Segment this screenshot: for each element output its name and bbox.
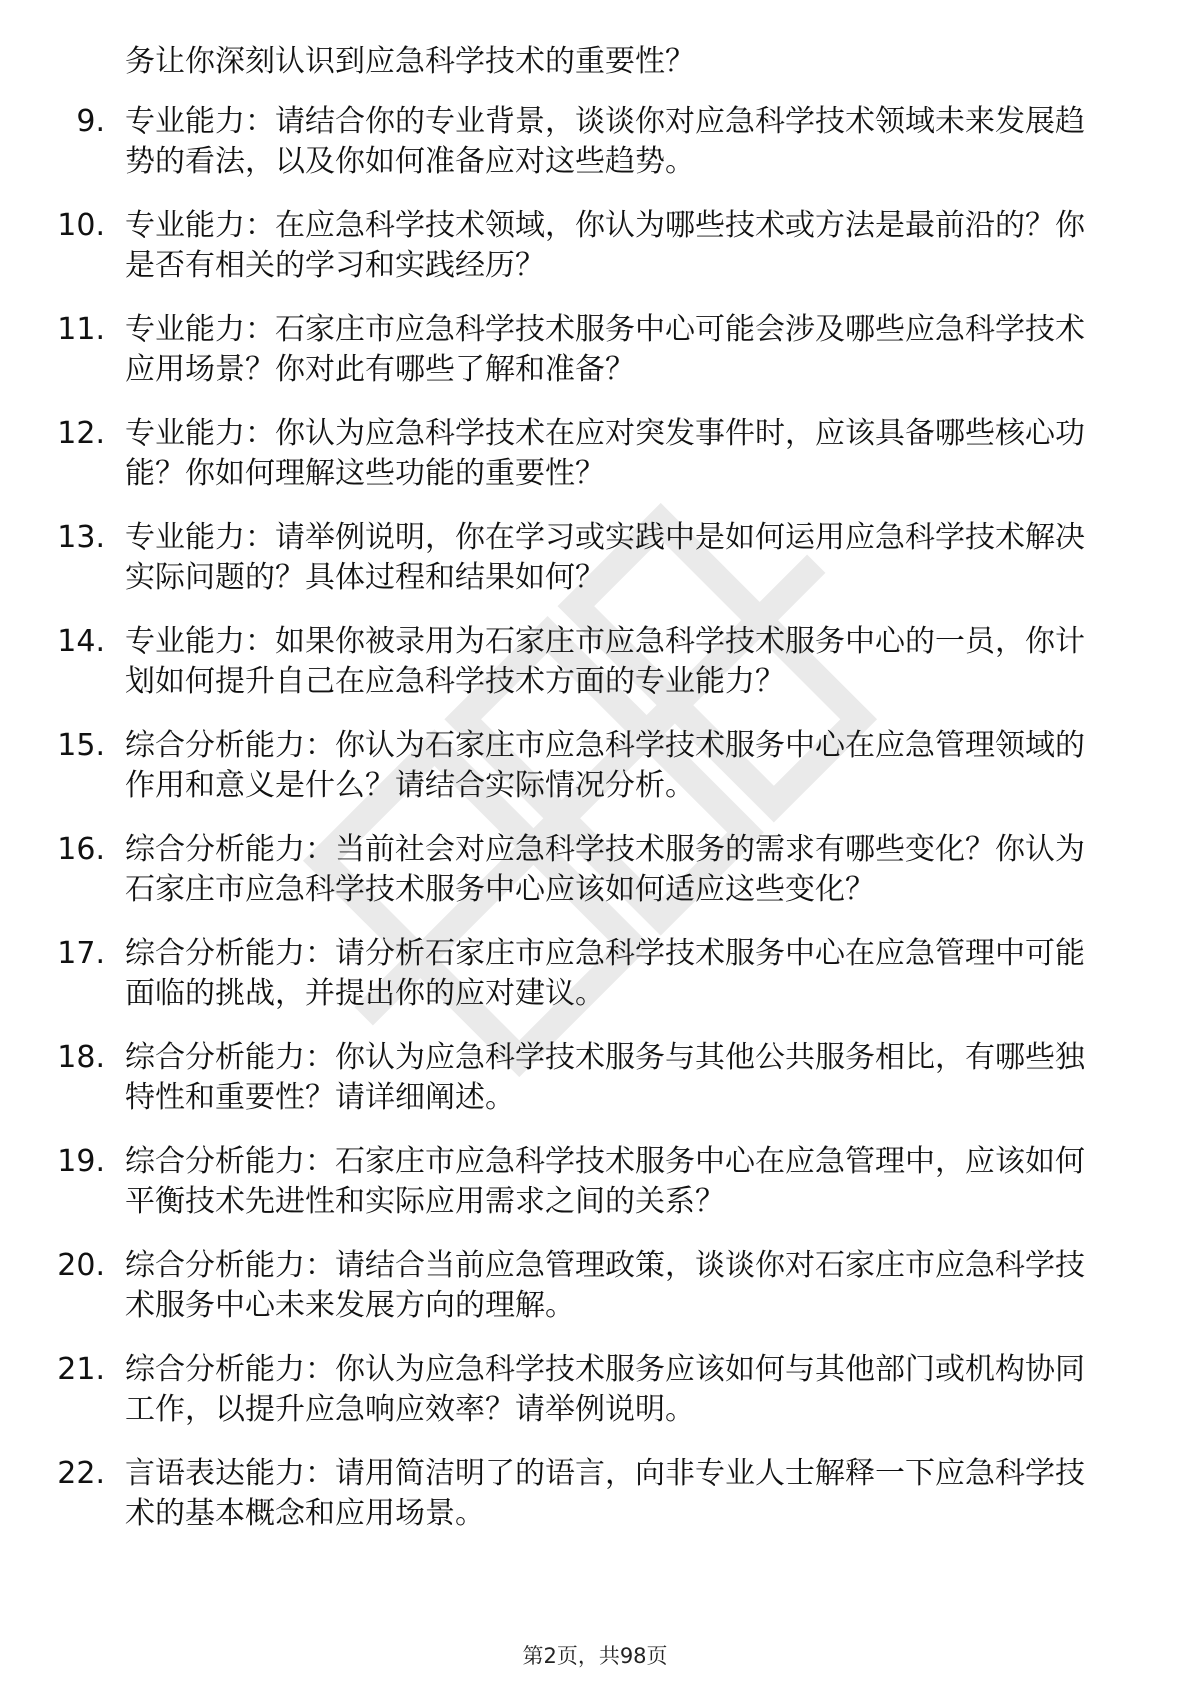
- question-number: 10.: [57, 208, 105, 243]
- list-item: [0, 622, 1190, 702]
- question-number: 14.: [57, 624, 105, 659]
- question-number: 13.: [57, 520, 105, 555]
- question-text: 言语表达能力：请用简洁明了的语言，向非专业人士解释一下应急科学技术的基本概念和应用场景。: [125, 1456, 1085, 1531]
- question-text: 专业能力：你认为应急科学技术在应对突发事件时，应该具备哪些核心功能？你如何理解这些功能的重要性？: [125, 416, 1085, 491]
- question-text: 专业能力：石家庄市应急科学技术服务中心可能会涉及哪些应急科学技术应用场景？你对此有哪些了解和准备？: [125, 312, 1085, 387]
- question-number: 16.: [57, 832, 105, 867]
- question-number: 17.: [57, 936, 105, 971]
- question-number: 9.: [76, 104, 105, 139]
- question-text: 综合分析能力：当前社会对应急科学技术服务的需求有哪些变化？你认为石家庄市应急科学技术服务中心应该如何适应这些变化？: [125, 832, 1085, 907]
- list-item: [0, 414, 1190, 494]
- list-item: [0, 1454, 1190, 1534]
- question-number: 15.: [57, 728, 105, 763]
- question-text: 综合分析能力：你认为石家庄市应急科学技术服务中心在应急管理领域的作用和意义是什么？请结合实际情况分析。: [125, 728, 1085, 803]
- list-item: [0, 206, 1190, 286]
- list-item: [0, 1350, 1190, 1430]
- question-text: 专业能力：请结合你的专业背景，谈谈你对应急科学技术领域未来发展趋势的看法，以及你如何准备应对这些趋势。: [125, 104, 1085, 179]
- list-item: [0, 726, 1190, 806]
- question-text: 专业能力：如果你被录用为石家庄市应急科学技术服务中心的一员，你计划如何提升自己在应急科学技术方面的专业能力？: [125, 624, 1085, 699]
- list-item: [0, 1038, 1190, 1118]
- continued-question-text: 务让你深刻认识到应急科学技术的重要性？: [125, 44, 695, 79]
- question-number: 19.: [57, 1144, 105, 1179]
- question-number: 22.: [57, 1456, 105, 1491]
- question-number: 21.: [57, 1352, 105, 1387]
- page-number-label: 第2页，共98页: [522, 1644, 668, 1668]
- question-number: 11.: [57, 312, 105, 347]
- main-content: [0, 42, 1190, 1558]
- question-text: 专业能力：在应急科学技术领域，你认为哪些技术或方法是最前沿的？你是否有相关的学习和实践经历？: [125, 208, 1085, 283]
- question-number: 18.: [57, 1040, 105, 1075]
- list-item: [0, 1142, 1190, 1222]
- question-text: 综合分析能力：你认为应急科学技术服务与其他公共服务相比，有哪些独特性和重要性？请详细阐述。: [125, 1040, 1085, 1115]
- question-number: 12.: [57, 416, 105, 451]
- list-item: [0, 830, 1190, 910]
- question-text: 综合分析能力：石家庄市应急科学技术服务中心在应急管理中，应该如何平衡技术先进性和实际应用需求之间的关系？: [125, 1144, 1085, 1219]
- question-text: 专业能力：请举例说明，你在学习或实践中是如何运用应急科学技术解决实际问题的？具体过程和结果如何？: [125, 520, 1085, 595]
- list-item: [0, 102, 1190, 182]
- question-text: 综合分析能力：请分析石家庄市应急科学技术服务中心在应急管理中可能面临的挑战，并提出你的应对建议。: [125, 936, 1085, 1011]
- list-item: [0, 1246, 1190, 1326]
- list-item: [0, 518, 1190, 598]
- list-item: [0, 934, 1190, 1014]
- question-text: 综合分析能力：请结合当前应急管理政策，谈谈你对石家庄市应急科学技术服务中心未来发展方向的理解。: [125, 1248, 1085, 1323]
- question-number: 20.: [57, 1248, 105, 1283]
- question-list: [0, 102, 1190, 1534]
- list-item: [0, 310, 1190, 390]
- page-footer: [0, 1640, 1190, 1670]
- question-text: 综合分析能力：你认为应急科学技术服务应该如何与其他部门或机构协同工作，以提升应急响应效率？请举例说明。: [125, 1352, 1085, 1427]
